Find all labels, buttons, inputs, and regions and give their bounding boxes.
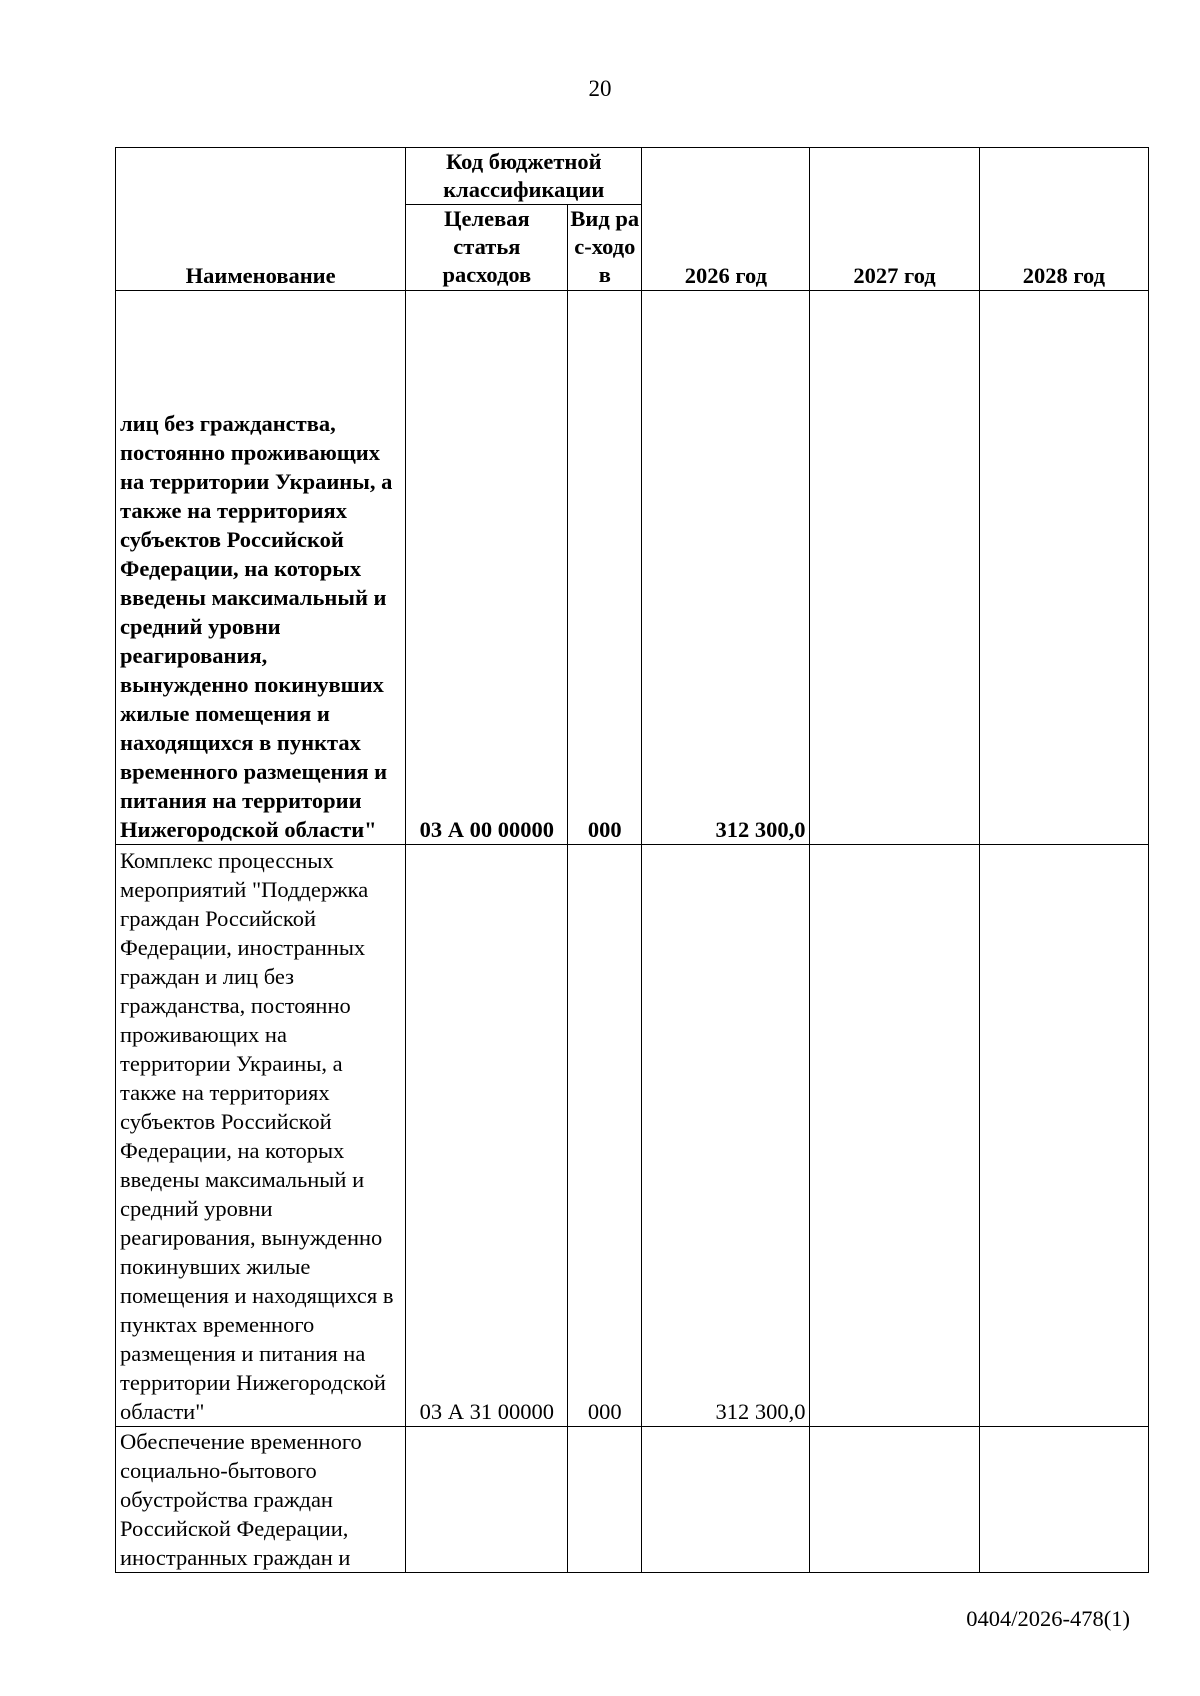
row-amount-2028 xyxy=(979,291,1148,845)
table-row xyxy=(116,1427,1149,1573)
row-name: Комплекс процессных мероприятий "Поддержка граждан Российской Федерации, иностранных граждан и лиц без гражданства, постоянно проживающих на территории Украины, а также на территориях субъектов Российской Федерации, на которых введены максимальный и средний уровни реагирования, вынужденно покинувших жилые помещения и находящихся в пунктах временного размещения и питания на территории Нижегородской области" xyxy=(116,845,406,1427)
header-2026: 2026 год xyxy=(642,148,810,291)
row-name: Обеспечение временного социально-бытового обустройства граждан Российской Федерации, иностранных граждан и xyxy=(116,1427,406,1573)
row-expense-type: 000 xyxy=(568,291,642,845)
document-id: 0404/2026-478(1) xyxy=(966,1606,1130,1631)
budget-table xyxy=(115,147,1149,1573)
row-target-code xyxy=(406,1427,568,1573)
header-2027: 2027 год xyxy=(810,148,979,291)
header-name: Наименование xyxy=(116,148,406,291)
page-number: 20 xyxy=(588,76,612,101)
row-amount-2026: 312 300,0 xyxy=(642,845,810,1427)
header-kbk-group: Код бюджетной классификации xyxy=(406,148,642,205)
row-target-code: 03 А 00 00000 xyxy=(406,291,568,845)
row-amount-2026 xyxy=(642,1427,810,1573)
table-row xyxy=(116,291,1149,845)
header-expense-type: Вид рас-ходов xyxy=(568,205,642,291)
header-2028: 2028 год xyxy=(979,148,1148,291)
row-amount-2028 xyxy=(979,1427,1148,1573)
row-amount-2027 xyxy=(810,1427,979,1573)
row-expense-type xyxy=(568,1427,642,1573)
row-amount-2027 xyxy=(810,845,979,1427)
row-expense-type: 000 xyxy=(568,845,642,1427)
row-name: лиц без гражданства, постоянно проживающих на территории Украины, а также на территориях субъектов Российской Федерации, на которых введены максимальный и средний уровни реагирования, вынужденно покинувших жилые помещения и находящихся в пунктах временного размещения и питания на территории Нижегородской области" xyxy=(116,291,406,845)
row-amount-2027 xyxy=(810,291,979,845)
table-row xyxy=(116,845,1149,1427)
row-target-code: 03 А 31 00000 xyxy=(406,845,568,1427)
row-amount-2028 xyxy=(979,845,1148,1427)
row-amount-2026: 312 300,0 xyxy=(642,291,810,845)
header-target-article: Целевая статья расходов xyxy=(406,205,568,291)
